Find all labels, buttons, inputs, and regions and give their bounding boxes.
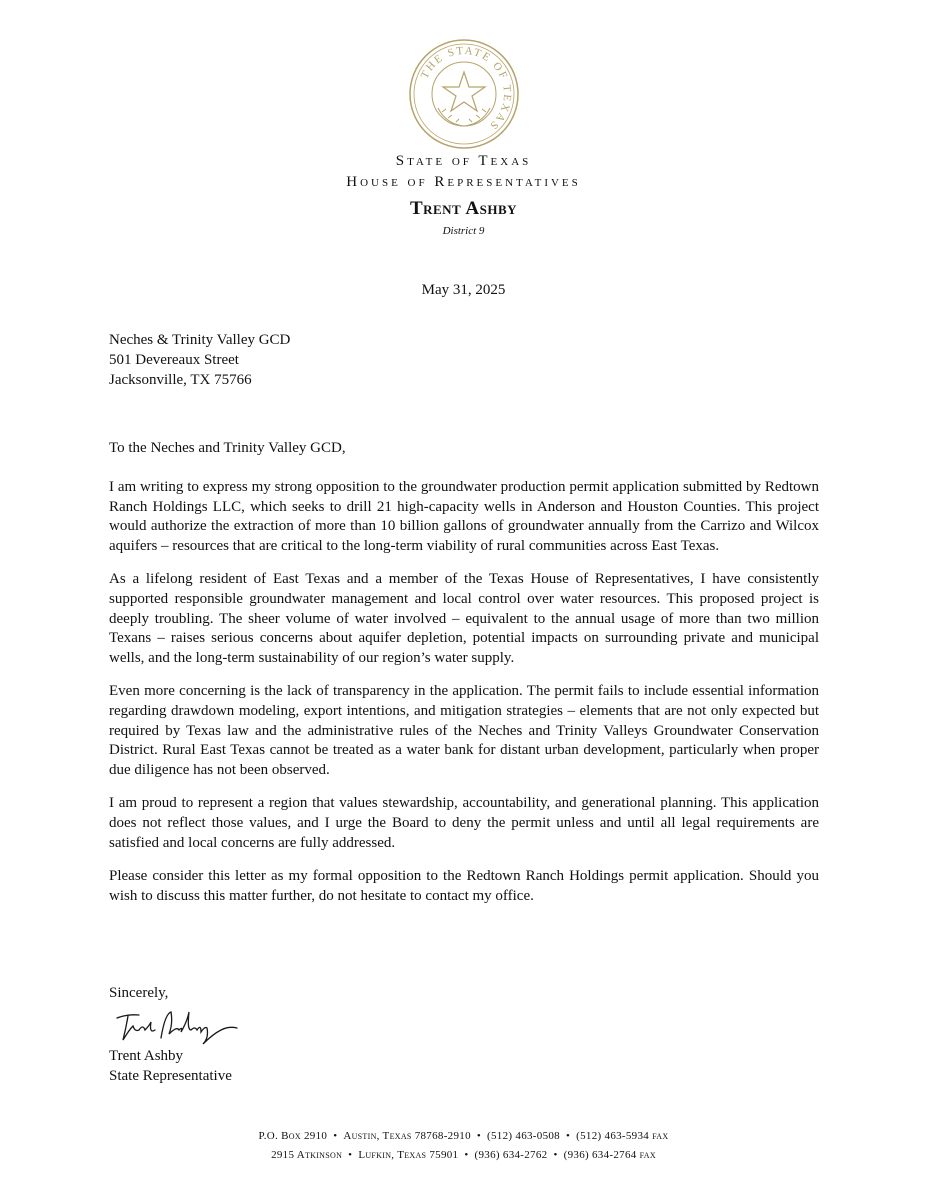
footer-phone: (512) 463-0508 (487, 1130, 560, 1142)
footer-address: 2915 Atkinson (271, 1149, 343, 1161)
body-paragraph: I am writing to express my strong opposition to the groundwater production permit application submitted by Redtown Ranch Holdings LLC, which seeks to drill 21 high-capacity wells in Anderson and Houston Counties. This project would authorize the extraction of more than 10 billion gallons of groundwater annually from the Carrizo and Wilcox aquifers – resources that are critical to the long-term viability of rural communities across East Texas. (109, 479, 819, 554)
letter-body (109, 478, 819, 920)
footer-city: Lufkin, Texas 75901 (358, 1149, 459, 1161)
salutation: To the Neches and Trinity Valley GCD, (109, 440, 346, 456)
svg-text:THE STATE OF TEXAS: THE STATE OF TEXAS (418, 44, 514, 133)
recipient-line: 501 Devereaux Street (109, 352, 239, 368)
footer-address: P.O. Box 2910 (258, 1130, 328, 1142)
body-paragraph: As a lifelong resident of East Texas and a member of the Texas House of Representatives, I have consistently supported responsible groundwater management and local control over water resources. This proposed project is deeply troubling. The sheer volume of water involved – equivalent to the annual usage of more than two million Texans – raises serious concerns about aquifer depletion, potential impacts on surrounding private and municipal wells, and the long-term sustainability of our region’s water supply. (109, 571, 819, 666)
footer-fax: (512) 463-5934 fax (576, 1130, 669, 1142)
recipient-line: Neches & Trinity Valley GCD (109, 332, 291, 348)
letterhead-house: House of Representatives (346, 174, 581, 190)
recipient-line: Jacksonville, TX 75766 (109, 372, 252, 388)
closing: Sincerely, (109, 985, 169, 1001)
footer-city: Austin, Texas 78768-2910 (343, 1130, 471, 1142)
body-paragraph: I am proud to represent a region that values stewardship, accountability, and generational planning. This application does not reflect those values, and I urge the Board to deny the permit unless and until all legal requirements are satisfied and local concerns are fully addressed. (109, 795, 819, 851)
letterhead-district: District 9 (442, 225, 485, 237)
handwritten-signature (113, 1004, 243, 1048)
footer-austin-office: P.O. Box 2910 • Austin, Texas 78768-2910 • (512) 463-0508 • (512) 463-5934 fax (258, 1130, 669, 1142)
footer-lufkin-office: 2915 Atkinson • Lufkin, Texas 75901 • (936) 634-2762 • (936) 634-2764 fax (271, 1149, 656, 1161)
texas-seal-icon (408, 38, 520, 150)
letterhead-state: State of Texas (395, 153, 532, 169)
footer-phone: (936) 634-2762 (474, 1149, 548, 1161)
body-paragraph: Please consider this letter as my formal opposition to the Redtown Ranch Holdings permit application. Should you wish to discuss this matter further, do not hesitate to contact my office. (109, 868, 819, 904)
signer-title: State Representative (109, 1068, 232, 1084)
body-paragraph: Even more concerning is the lack of transparency in the application. The permit fails to include essential information regarding drawdown modeling, export intentions, and mitigation strategies – elements that are not only expected but required by Texas law and the administrative rules of the Neches and Trinity Valleys Groundwater Conservation District. Rural East Texas cannot be treated as a water bank for distant urban development, particularly when proper due diligence has not been observed. (109, 683, 819, 778)
letterhead-member-name: Trent Ashby (409, 198, 518, 219)
signer-name: Trent Ashby (109, 1048, 184, 1064)
signer-block (109, 1046, 232, 1086)
footer-fax: (936) 634-2764 fax (563, 1149, 656, 1161)
recipient-address (109, 330, 290, 390)
letter-date: May 31, 2025 (421, 282, 506, 298)
